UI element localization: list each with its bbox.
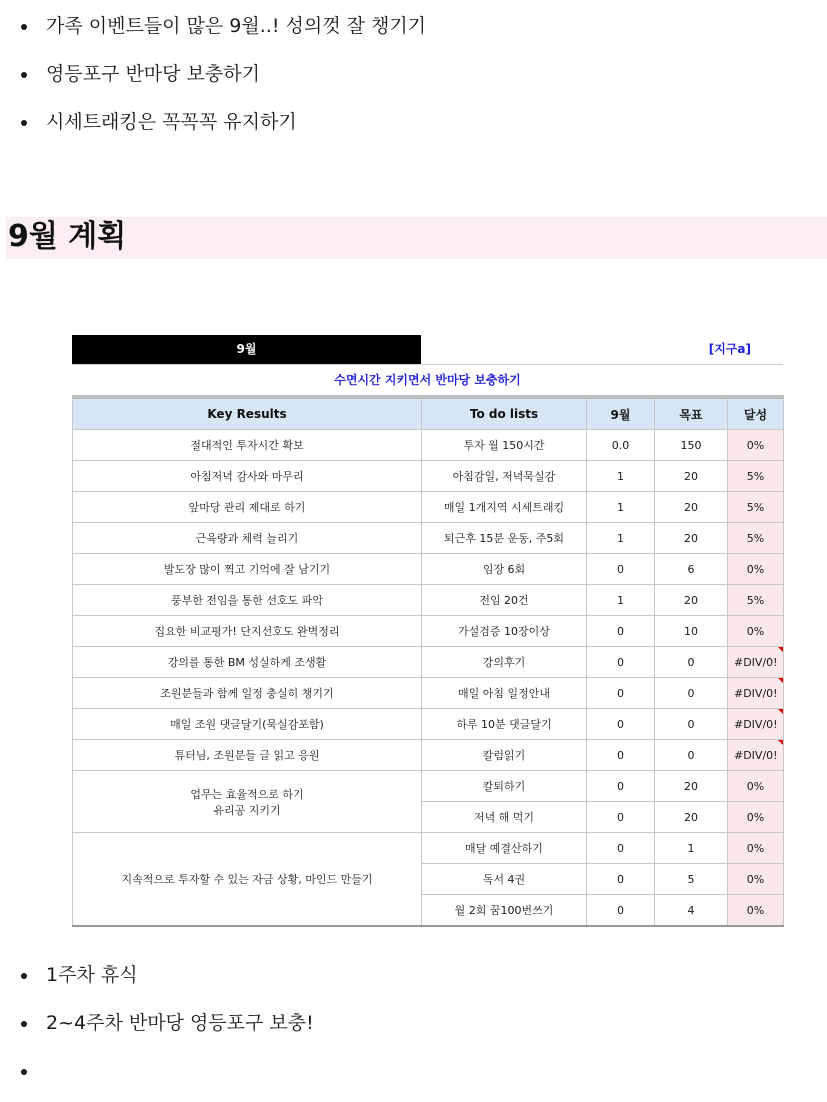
month-value-cell: 1 [587, 492, 655, 523]
bullet-dot-icon [21, 24, 27, 30]
goal-cell: 0 [655, 647, 728, 678]
todo-cell: 칼퇴하기 [422, 771, 587, 802]
achieved-cell [728, 802, 784, 833]
achieved-value: #DIV/0! [734, 748, 778, 762]
todo-cell: 월 2회 꿈100번쓰기 [422, 895, 587, 927]
comment-flag-icon [778, 740, 783, 745]
achieved-cell [728, 523, 784, 554]
todo-cell: 저녁 해 먹기 [422, 802, 587, 833]
section-heading-bar [6, 217, 827, 259]
bottom-bullet-list [0, 951, 314, 1095]
todo-cell: 매일 아침 일정안내 [422, 678, 587, 709]
achieved-cell [728, 554, 784, 585]
goal-cell: 5 [655, 864, 728, 895]
sheet-header-row [72, 335, 783, 364]
todo-cell: 독서 4권 [422, 864, 587, 895]
comment-flag-icon [778, 709, 783, 714]
table-row [73, 833, 784, 864]
bullet-dot-icon [21, 120, 27, 126]
month-value-cell: 0 [587, 678, 655, 709]
todo-cell: 하루 10분 댓글달기 [422, 709, 587, 740]
month-value-cell: 0 [587, 833, 655, 864]
goal-cell: 4 [655, 895, 728, 927]
todo-cell: 가설검증 10장이상 [422, 616, 587, 647]
month-value-cell: 0 [587, 771, 655, 802]
goal-cell: 150 [655, 430, 728, 461]
table-body [73, 430, 784, 927]
col-header-todo: To do lists [422, 397, 587, 430]
table-header-row [73, 397, 784, 430]
goal-cell: 20 [655, 523, 728, 554]
achieved-value: #DIV/0! [734, 686, 778, 700]
table-row [73, 740, 784, 771]
table-row [73, 585, 784, 616]
month-value-cell: 0 [587, 895, 655, 927]
month-value-cell: 0 [587, 864, 655, 895]
bullet-item[interactable] [0, 2, 426, 50]
goal-cell: 0 [655, 709, 728, 740]
spreadsheet-image [72, 335, 783, 927]
key-result-cell: 조원분들과 함께 일정 충실히 챙기기 [73, 678, 422, 709]
error-cell [728, 678, 784, 709]
achieved-cell [728, 616, 784, 647]
todo-cell: 칼럼읽기 [422, 740, 587, 771]
table-row [73, 616, 784, 647]
error-cell [728, 740, 784, 771]
achieved-value: 5% [746, 469, 765, 483]
bullet-dot-icon [21, 72, 27, 78]
key-result-cell: 아침저녁 감사와 마무리 [73, 461, 422, 492]
bullet-item[interactable] [0, 1047, 314, 1095]
todo-cell: 강의후기 [422, 647, 587, 678]
achieved-cell [728, 864, 784, 895]
goal-cell: 0 [655, 678, 728, 709]
goals-table [72, 395, 784, 927]
achieved-value: 0% [746, 810, 765, 824]
month-value-cell: 1 [587, 585, 655, 616]
goal-cell: 20 [655, 802, 728, 833]
col-header-month: 9월 [587, 397, 655, 430]
key-result-cell: 풍부한 전임을 통한 선호도 파악 [73, 585, 422, 616]
key-result-cell: 업무는 효율적으로 하기 유리공 지키기 [73, 771, 422, 833]
achieved-cell [728, 833, 784, 864]
todo-cell: 투자 월 150시간 [422, 430, 587, 461]
bullet-text: 영등포구 반마당 보충하기 [46, 63, 260, 85]
bullet-text: 1주차 휴식 [46, 964, 138, 986]
table-row [73, 523, 784, 554]
month-value-cell: 0 [587, 802, 655, 833]
month-value-cell: 0 [587, 709, 655, 740]
key-result-cell: 집요한 비교평가! 단지선호도 완벽정리 [73, 616, 422, 647]
key-result-cell: 앞마당 관리 제대로 하기 [73, 492, 422, 523]
table-row [73, 647, 784, 678]
month-value-cell: 0 [587, 740, 655, 771]
achieved-cell [728, 461, 784, 492]
todo-cell: 전임 20건 [422, 585, 587, 616]
bullet-item[interactable] [0, 951, 314, 999]
achieved-value: 0% [746, 841, 765, 855]
key-result-cell: 매일 조원 댓글달기(묵실감포함) [73, 709, 422, 740]
todo-cell: 아침감일, 저녁묵실감 [422, 461, 587, 492]
achieved-value: 0% [746, 903, 765, 917]
goal-cell: 10 [655, 616, 728, 647]
goal-cell: 20 [655, 585, 728, 616]
key-result-cell: 근육량과 체력 늘리기 [73, 523, 422, 554]
group-tag: [지구a] [708, 342, 751, 356]
bullet-dot-icon [21, 1069, 27, 1075]
achieved-cell [728, 492, 784, 523]
achieved-cell [728, 771, 784, 802]
table-row [73, 492, 784, 523]
table-row [73, 709, 784, 740]
top-bullet-list [0, 2, 426, 146]
bullet-item[interactable] [0, 999, 314, 1047]
bullet-text: 가족 이벤트들이 많은 9월..! 성의껏 잘 챙기기 [46, 15, 427, 37]
goal-cell: 1 [655, 833, 728, 864]
month-value-cell: 0.0 [587, 430, 655, 461]
comment-flag-icon [778, 678, 783, 683]
achieved-value: 5% [746, 531, 765, 545]
comment-flag-icon [778, 647, 783, 652]
bullet-item[interactable] [0, 98, 426, 146]
sheet-subtitle: 수면시간 지키면서 반마당 보충하기 [72, 364, 783, 395]
table-row [73, 461, 784, 492]
key-result-cell: 튜터님, 조원분들 글 읽고 응원 [73, 740, 422, 771]
bullet-dot-icon [21, 973, 27, 979]
todo-cell: 퇴근후 15분 운동, 주5회 [422, 523, 587, 554]
bullet-dot-icon [21, 1021, 27, 1027]
goal-cell: 20 [655, 771, 728, 802]
achieved-cell [728, 430, 784, 461]
col-header-goal: 목표 [655, 397, 728, 430]
goal-cell: 0 [655, 740, 728, 771]
bullet-item[interactable] [0, 50, 426, 98]
col-header-achieved: 달성 [728, 397, 784, 430]
month-value-cell: 1 [587, 461, 655, 492]
table-row [73, 430, 784, 461]
goal-cell: 20 [655, 461, 728, 492]
table-row [73, 771, 784, 802]
month-value-cell: 0 [587, 647, 655, 678]
achieved-value: 5% [746, 593, 765, 607]
key-result-cell: 강의를 통한 BM 성실하게 조생활 [73, 647, 422, 678]
bullet-text: 시세트래킹은 꼭꼭꼭 유지하기 [46, 111, 297, 133]
table-row [73, 678, 784, 709]
key-result-cell: 절대적인 투자시간 확보 [73, 430, 422, 461]
error-cell [728, 709, 784, 740]
goal-cell: 20 [655, 492, 728, 523]
achieved-cell [728, 585, 784, 616]
month-label-cell: 9월 [72, 335, 421, 364]
month-value-cell: 0 [587, 554, 655, 585]
key-result-cell: 발도장 많이 찍고 기억에 잘 남기기 [73, 554, 422, 585]
achieved-value: 0% [746, 872, 765, 886]
achieved-cell [728, 895, 784, 927]
achieved-value: 0% [746, 779, 765, 793]
achieved-value: 0% [746, 624, 765, 638]
achieved-value: #DIV/0! [734, 655, 778, 669]
achieved-value: 0% [746, 438, 765, 452]
todo-cell: 매일 1개지역 시세트래킹 [422, 492, 587, 523]
todo-cell: 임장 6회 [422, 554, 587, 585]
error-cell [728, 647, 784, 678]
achieved-value: #DIV/0! [734, 717, 778, 731]
goal-cell: 6 [655, 554, 728, 585]
achieved-value: 5% [746, 500, 765, 514]
month-value-cell: 0 [587, 616, 655, 647]
section-heading[interactable]: 9월 계획 [8, 219, 127, 254]
achieved-value: 0% [746, 562, 765, 576]
key-result-cell: 지속적으로 투자할 수 있는 자금 상황, 마인드 만들기 [73, 833, 422, 927]
bullet-text: 2~4주차 반마당 영등포구 보충! [46, 1012, 314, 1034]
month-value-cell: 1 [587, 523, 655, 554]
col-header-key-results: Key Results [73, 397, 422, 430]
table-row [73, 554, 784, 585]
todo-cell: 매달 예결산하기 [422, 833, 587, 864]
